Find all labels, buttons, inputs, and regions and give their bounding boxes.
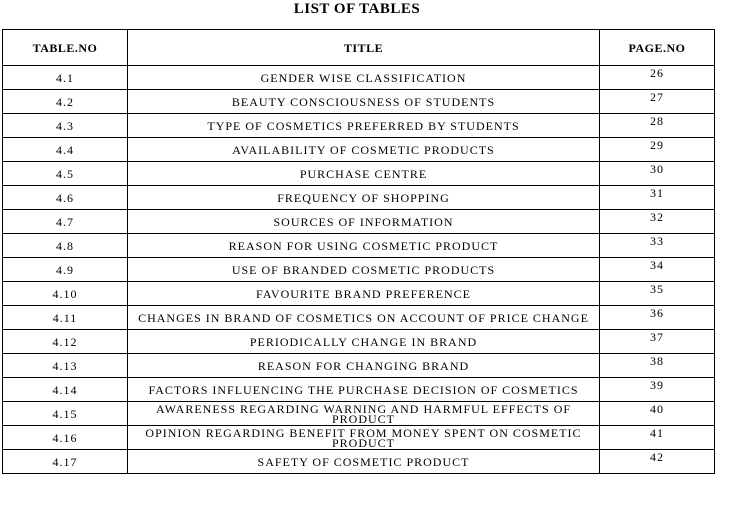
page-number: 39 xyxy=(600,378,715,402)
table-number: 4.6 xyxy=(3,186,128,210)
table-row xyxy=(3,330,715,354)
table-row xyxy=(3,90,715,114)
page-number: 26 xyxy=(600,66,715,90)
table-row xyxy=(3,234,715,258)
table-row xyxy=(3,138,715,162)
table-title: FACTORS INFLUENCING THE PURCHASE DECISION OF COSMETICS xyxy=(128,378,600,402)
page-number: 40 xyxy=(600,402,715,426)
table-title: CHANGES IN BRAND OF COSMETICS ON ACCOUNT OF PRICE CHANGE xyxy=(128,306,600,330)
table-title: FREQUENCY OF SHOPPING xyxy=(128,186,600,210)
table-title: GENDER WISE CLASSIFICATION xyxy=(128,66,600,90)
page-number: 41 xyxy=(600,426,715,450)
table-title: SAFETY OF COSMETIC PRODUCT xyxy=(128,450,600,474)
list-of-tables xyxy=(2,29,715,474)
table-number: 4.5 xyxy=(3,162,128,186)
table-row xyxy=(3,378,715,402)
table-row xyxy=(3,186,715,210)
table-row xyxy=(3,258,715,282)
page-number: 29 xyxy=(600,138,715,162)
table-number: 4.2 xyxy=(3,90,128,114)
page-number: 34 xyxy=(600,258,715,282)
table-row xyxy=(3,282,715,306)
table-title: TYPE OF COSMETICS PREFERRED BY STUDENTS xyxy=(128,114,600,138)
table-number: 4.14 xyxy=(3,378,128,402)
table-number: 4.15 xyxy=(3,402,128,426)
table-header-row xyxy=(3,30,715,66)
table-number: 4.3 xyxy=(3,114,128,138)
header-table-no: TABLE.NO xyxy=(3,30,128,66)
header-title: TITLE xyxy=(128,30,600,66)
page-title: LIST OF TABLES xyxy=(293,1,421,17)
table-title: OPINION REGARDING BENEFIT FROM MONEY SPENT ON COSMETIC PRODUCT xyxy=(128,426,600,450)
table-row xyxy=(3,450,715,474)
table-title: REASON FOR USING COSMETIC PRODUCT xyxy=(128,234,600,258)
page-number: 33 xyxy=(600,234,715,258)
table-title: AWARENESS REGARDING WARNING AND HARMFUL EFFECTS OF PRODUCT xyxy=(128,402,600,426)
page-number: 38 xyxy=(600,354,715,378)
table-title: PERIODICALLY CHANGE IN BRAND xyxy=(128,330,600,354)
table-title: BEAUTY CONSCIOUSNESS OF STUDENTS xyxy=(128,90,600,114)
page-number: 27 xyxy=(600,90,715,114)
page-number: 30 xyxy=(600,162,715,186)
table-number: 4.9 xyxy=(3,258,128,282)
table-title: SOURCES OF INFORMATION xyxy=(128,210,600,234)
table-number: 4.7 xyxy=(3,210,128,234)
table-row xyxy=(3,210,715,234)
table-row xyxy=(3,402,715,426)
page-number: 36 xyxy=(600,306,715,330)
table-row xyxy=(3,66,715,90)
page-number: 42 xyxy=(600,450,715,474)
page-number: 35 xyxy=(600,282,715,306)
table-number: 4.4 xyxy=(3,138,128,162)
table-number: 4.17 xyxy=(3,450,128,474)
table-row xyxy=(3,354,715,378)
table-number: 4.13 xyxy=(3,354,128,378)
table-number: 4.16 xyxy=(3,426,128,450)
table-number: 4.1 xyxy=(3,66,128,90)
page-number: 32 xyxy=(600,210,715,234)
table-title: AVAILABILITY OF COSMETIC PRODUCTS xyxy=(128,138,600,162)
table-number: 4.10 xyxy=(3,282,128,306)
table-number: 4.12 xyxy=(3,330,128,354)
table-number: 4.11 xyxy=(3,306,128,330)
table-row xyxy=(3,306,715,330)
table-row xyxy=(3,162,715,186)
table-number: 4.8 xyxy=(3,234,128,258)
table-title: PURCHASE CENTRE xyxy=(128,162,600,186)
page-number: 28 xyxy=(600,114,715,138)
table-title: USE OF BRANDED COSMETIC PRODUCTS xyxy=(128,258,600,282)
table-title: FAVOURITE BRAND PREFERENCE xyxy=(128,282,600,306)
table-row xyxy=(3,426,715,450)
page-number: 31 xyxy=(600,186,715,210)
page-number: 37 xyxy=(600,330,715,354)
table-title: REASON FOR CHANGING BRAND xyxy=(128,354,600,378)
header-page-no: PAGE.NO xyxy=(600,30,715,66)
table-row xyxy=(3,114,715,138)
